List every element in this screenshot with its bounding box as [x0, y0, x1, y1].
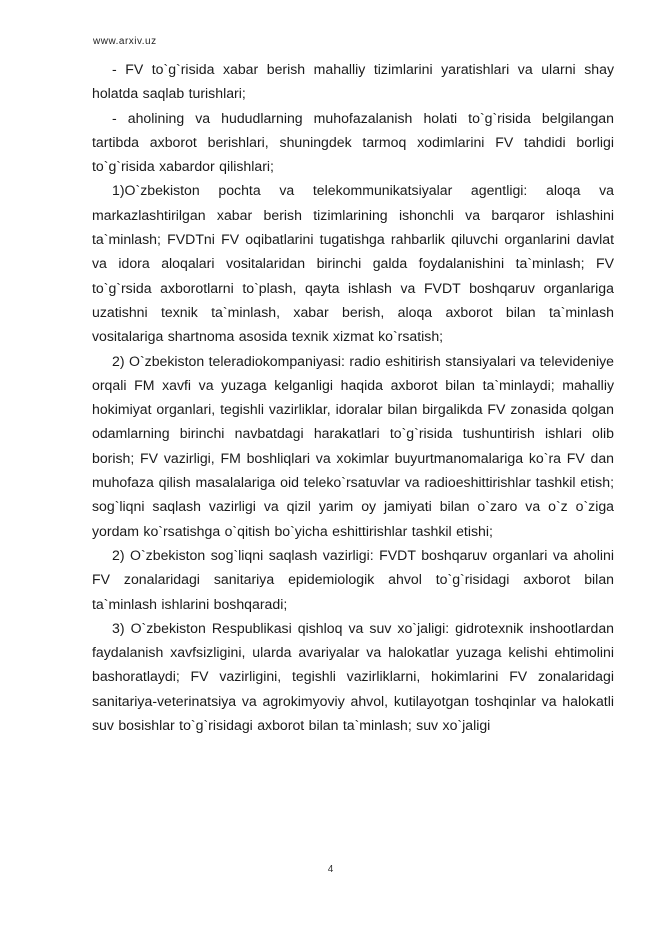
paragraph: 1)O`zbekiston pochta va telekommunikatsiyalar agentligi: aloqa va markazlashtirilgan xabar berish tizimlarining ishonchli va barqaror ishlashini ta`minlash; FVDTni FV oqibatlarini tugatishga rahbarlik qiluvchi organlarini davlat va idora aloqalari vositalaridan birinchi galda foydalanishini ta`minlash; FV to`g`rsida axborotlarni to`plash, qayta ishlash va FVDT boshqaruv organlariga uzatishni texnik ta`minlash, xabar berish, aloqa axborot bilan ta`minlash vositalariga shartnoma asosida texnik xizmat ko`rsatish; — [92, 182, 614, 345]
paragraph: 2) O`zbekiston teleradiokompaniyasi: radio eshitirish stansiyalari va televideniye orqali FM xavfi va yuzaga kelganligi haqida axborot bilan ta`minlaydi; mahalliy hokimiyat organlari, tegishli vazirliklar, idoralar bilan birgalikda FV zonasida qolgan odamlarning birinchi navbatdagi harakatlari to`g`risida tushuntirish ishlari olib borish; FV vazirligi, FM boshliqlari va xokimlar buyurtmanomalariga ko`ra FV dan muhofaza qilish masalalariga oid teleko`rsatuvlar va radioeshittirishlar tashkil etish; sog`liqni saqlash vazirligi va qizil yarim oy jamiyati bilan o`zaro va o`z o`ziga yordam ko`rsatishga o`qitish bo`yicha eshittirishlar tashkil etishi; — [92, 352, 614, 539]
paragraph: 3) O`zbekiston Respublikasi qishloq va suv xo`jaligi: gidrotexnik inshootlardan faydalanish xavfsizligini, ularda avariyalar va halokatlar yuzaga kelishi ehtimolini bashoratlaydi; FV vazirligini, tegishli vazirliklarni, hokimlarini FV zonalaridagi sanitariya-veterinatsiya va agrokimyoviy ahvol, kutilayotgan toshqinlar va halokatli suv bosishlar to`g`risidagi axborot bilan ta`minlash; suv xo`jaligi — [92, 619, 614, 734]
site-header: www.arxiv.uz — [93, 36, 157, 47]
page-number: 4 — [327, 864, 334, 875]
paragraph: - aholining va hududlarning muhofazalanish holati to`g`risida belgilangan tartibda axborot berishlari, shuningdek tarmoq xodimlarini FV tahdidi borligi to`g`risida xabardor qilishlari; — [92, 109, 614, 175]
paragraph: 2) O`zbekiston sog`liqni saqlash vazirligi: FVDT boshqaruv organlari va aholini FV zonalaridagi sanitariya epidemiologik ahvol to`g`risidagi axborot bilan ta`minlash ishlarini boshqaradi; — [92, 546, 614, 612]
paragraph: - FV to`g`risida xabar berish mahalliy tizimlarini yaratishlari va ularni shay holatda saqlab turishlari; — [92, 61, 614, 102]
document-body — [92, 57, 614, 737]
